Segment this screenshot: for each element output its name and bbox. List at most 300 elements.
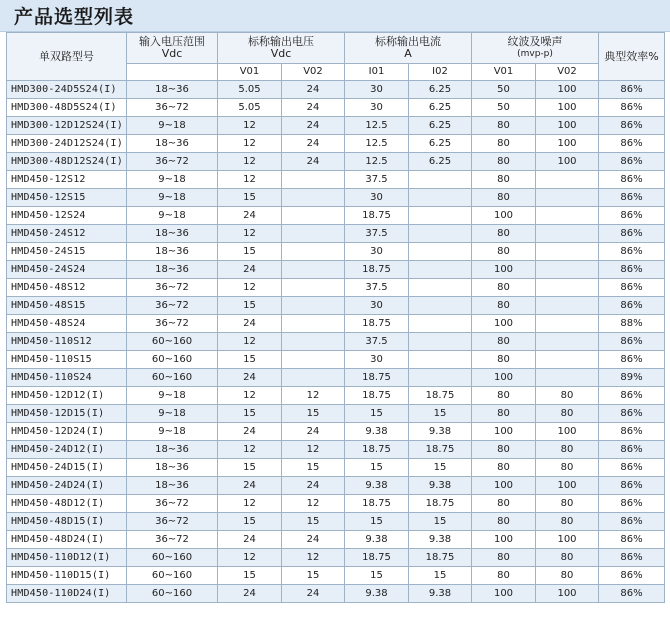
cell-ripple-v02: 80 <box>536 441 599 459</box>
cell-efficiency: 86% <box>599 441 665 459</box>
cell-v01: 24 <box>218 423 282 441</box>
header-model: 单双路型号 <box>7 33 127 81</box>
cell-efficiency: 86% <box>599 585 665 603</box>
cell-v01: 12 <box>218 279 282 297</box>
cell-ripple-v02: 100 <box>536 81 599 99</box>
cell-v01: 12 <box>218 153 282 171</box>
cell-v01: 24 <box>218 477 282 495</box>
cell-i01: 18.75 <box>345 369 409 387</box>
cell-efficiency: 86% <box>599 513 665 531</box>
cell-input-range: 36~72 <box>127 99 218 117</box>
cell-efficiency: 89% <box>599 369 665 387</box>
cell-i02 <box>409 243 472 261</box>
cell-efficiency: 86% <box>599 189 665 207</box>
cell-ripple-v02: 100 <box>536 585 599 603</box>
cell-i01: 18.75 <box>345 387 409 405</box>
cell-v02: 15 <box>282 459 345 477</box>
table-row <box>7 117 665 135</box>
cell-ripple-v02: 80 <box>536 495 599 513</box>
cell-i01: 12.5 <box>345 117 409 135</box>
cell-input-range: 9~18 <box>127 117 218 135</box>
table-row <box>7 495 665 513</box>
cell-v02: 24 <box>282 135 345 153</box>
page-title: 产品选型列表 <box>14 6 135 28</box>
cell-i02: 6.25 <box>409 81 472 99</box>
cell-ripple-v02 <box>536 279 599 297</box>
header-v01: V01 <box>218 64 282 81</box>
cell-v01: 15 <box>218 459 282 477</box>
cell-ripple-v02 <box>536 261 599 279</box>
cell-model: HMD450-24D12(I) <box>7 441 127 459</box>
cell-i02: 6.25 <box>409 99 472 117</box>
cell-input-range: 60~160 <box>127 549 218 567</box>
cell-v01: 24 <box>218 261 282 279</box>
cell-ripple-v01: 80 <box>472 135 536 153</box>
cell-ripple-v02: 80 <box>536 513 599 531</box>
cell-model: HMD450-12S24 <box>7 207 127 225</box>
header-input-range-unit: Vdc <box>161 47 183 60</box>
cell-i01: 30 <box>345 81 409 99</box>
cell-v02 <box>282 279 345 297</box>
cell-model: HMD450-24D15(I) <box>7 459 127 477</box>
cell-model: HMD450-110D15(I) <box>7 567 127 585</box>
cell-efficiency: 86% <box>599 477 665 495</box>
cell-efficiency: 86% <box>599 567 665 585</box>
cell-ripple-v01: 80 <box>472 243 536 261</box>
cell-efficiency: 86% <box>599 531 665 549</box>
table-row <box>7 333 665 351</box>
cell-efficiency: 86% <box>599 135 665 153</box>
cell-efficiency: 86% <box>599 387 665 405</box>
cell-ripple-v01: 100 <box>472 477 536 495</box>
cell-efficiency: 86% <box>599 117 665 135</box>
cell-model: HMD450-110S24 <box>7 369 127 387</box>
cell-ripple-v02 <box>536 171 599 189</box>
table-row <box>7 585 665 603</box>
cell-v02: 12 <box>282 387 345 405</box>
cell-ripple-v02: 100 <box>536 135 599 153</box>
cell-i02: 9.38 <box>409 531 472 549</box>
cell-v01: 15 <box>218 351 282 369</box>
cell-efficiency: 86% <box>599 459 665 477</box>
cell-input-range: 9~18 <box>127 423 218 441</box>
cell-ripple-v01: 80 <box>472 333 536 351</box>
cell-model: HMD450-48S15 <box>7 297 127 315</box>
cell-i02 <box>409 225 472 243</box>
cell-input-range: 18~36 <box>127 81 218 99</box>
cell-v02 <box>282 369 345 387</box>
cell-i01: 9.38 <box>345 423 409 441</box>
cell-input-range: 60~160 <box>127 351 218 369</box>
cell-v01: 12 <box>218 117 282 135</box>
cell-ripple-v02: 100 <box>536 477 599 495</box>
cell-ripple-v02 <box>536 243 599 261</box>
cell-model: HMD450-12D15(I) <box>7 405 127 423</box>
cell-i01: 37.5 <box>345 171 409 189</box>
cell-i01: 30 <box>345 243 409 261</box>
cell-i01: 18.75 <box>345 549 409 567</box>
cell-ripple-v02 <box>536 315 599 333</box>
cell-ripple-v01: 50 <box>472 99 536 117</box>
cell-i02: 15 <box>409 405 472 423</box>
cell-input-range: 9~18 <box>127 171 218 189</box>
cell-v02: 24 <box>282 117 345 135</box>
table-row <box>7 387 665 405</box>
cell-v01: 15 <box>218 243 282 261</box>
cell-i02 <box>409 279 472 297</box>
cell-model: HMD450-24S15 <box>7 243 127 261</box>
cell-i01: 18.75 <box>345 261 409 279</box>
cell-i02: 15 <box>409 459 472 477</box>
cell-ripple-v02: 100 <box>536 153 599 171</box>
cell-efficiency: 86% <box>599 297 665 315</box>
cell-ripple-v02: 100 <box>536 531 599 549</box>
cell-v01: 12 <box>218 171 282 189</box>
cell-i02: 6.25 <box>409 117 472 135</box>
cell-i02: 15 <box>409 513 472 531</box>
cell-ripple-v01: 80 <box>472 567 536 585</box>
cell-ripple-v02 <box>536 189 599 207</box>
cell-model: HMD450-110D12(I) <box>7 549 127 567</box>
cell-model: HMD450-12S15 <box>7 189 127 207</box>
cell-input-range: 36~72 <box>127 297 218 315</box>
header-output-voltage <box>218 33 345 64</box>
cell-input-range: 18~36 <box>127 459 218 477</box>
cell-i02: 18.75 <box>409 495 472 513</box>
cell-i01: 9.38 <box>345 531 409 549</box>
cell-i02: 18.75 <box>409 549 472 567</box>
header-input-range <box>127 33 218 64</box>
cell-v02 <box>282 189 345 207</box>
cell-i02: 9.38 <box>409 477 472 495</box>
table-row <box>7 189 665 207</box>
cell-model: HMD300-12D12S24(I) <box>7 117 127 135</box>
cell-ripple-v01: 100 <box>472 207 536 225</box>
cell-efficiency: 86% <box>599 351 665 369</box>
cell-input-range: 9~18 <box>127 189 218 207</box>
cell-v02: 24 <box>282 423 345 441</box>
cell-v01: 15 <box>218 189 282 207</box>
cell-v02 <box>282 207 345 225</box>
table-row <box>7 315 665 333</box>
cell-v02: 15 <box>282 513 345 531</box>
cell-ripple-v01: 100 <box>472 423 536 441</box>
cell-ripple-v02 <box>536 369 599 387</box>
cell-ripple-v01: 80 <box>472 513 536 531</box>
cell-input-range: 36~72 <box>127 513 218 531</box>
cell-input-range: 60~160 <box>127 567 218 585</box>
cell-ripple-v01: 80 <box>472 153 536 171</box>
cell-model: HMD450-48D24(I) <box>7 531 127 549</box>
header-ripple <box>472 33 599 64</box>
cell-model: HMD450-110S12 <box>7 333 127 351</box>
cell-model: HMD450-48D12(I) <box>7 495 127 513</box>
cell-i01: 12.5 <box>345 153 409 171</box>
cell-ripple-v01: 80 <box>472 225 536 243</box>
cell-ripple-v02: 80 <box>536 549 599 567</box>
cell-ripple-v01: 100 <box>472 315 536 333</box>
cell-i01: 9.38 <box>345 477 409 495</box>
cell-efficiency: 86% <box>599 279 665 297</box>
table-row <box>7 243 665 261</box>
cell-ripple-v01: 80 <box>472 387 536 405</box>
cell-ripple-v01: 80 <box>472 351 536 369</box>
header-ripple-v02: V02 <box>536 64 599 81</box>
table-row <box>7 423 665 441</box>
cell-v01: 24 <box>218 585 282 603</box>
cell-v02 <box>282 171 345 189</box>
cell-i02: 15 <box>409 567 472 585</box>
cell-ripple-v01: 80 <box>472 495 536 513</box>
cell-model: HMD450-48S12 <box>7 279 127 297</box>
table-row <box>7 477 665 495</box>
cell-input-range: 18~36 <box>127 441 218 459</box>
cell-v02 <box>282 243 345 261</box>
cell-input-range: 60~160 <box>127 585 218 603</box>
cell-v02 <box>282 315 345 333</box>
cell-ripple-v02 <box>536 333 599 351</box>
cell-ripple-v01: 100 <box>472 531 536 549</box>
cell-v02: 12 <box>282 441 345 459</box>
cell-i02 <box>409 189 472 207</box>
cell-i01: 18.75 <box>345 441 409 459</box>
cell-model: HMD450-24D24(I) <box>7 477 127 495</box>
cell-i01: 12.5 <box>345 135 409 153</box>
table-row <box>7 351 665 369</box>
table-row <box>7 369 665 387</box>
cell-i01: 9.38 <box>345 585 409 603</box>
cell-input-range: 60~160 <box>127 369 218 387</box>
cell-efficiency: 86% <box>599 261 665 279</box>
cell-ripple-v02 <box>536 297 599 315</box>
cell-i02 <box>409 297 472 315</box>
cell-i01: 30 <box>345 351 409 369</box>
table-row <box>7 531 665 549</box>
cell-v02: 24 <box>282 531 345 549</box>
cell-input-range: 9~18 <box>127 405 218 423</box>
cell-efficiency: 88% <box>599 315 665 333</box>
header-input-range-label: 输入电压范围 <box>139 35 205 48</box>
table-row <box>7 99 665 117</box>
header-ripple-v01: V01 <box>472 64 536 81</box>
table-body <box>7 81 665 603</box>
cell-i01: 30 <box>345 189 409 207</box>
cell-model: HMD300-48D5S24(I) <box>7 99 127 117</box>
cell-efficiency: 86% <box>599 225 665 243</box>
cell-v02: 12 <box>282 549 345 567</box>
cell-v02: 24 <box>282 477 345 495</box>
cell-v02: 12 <box>282 495 345 513</box>
cell-v01: 5.05 <box>218 99 282 117</box>
cell-ripple-v02 <box>536 351 599 369</box>
cell-i01: 18.75 <box>345 495 409 513</box>
cell-v02: 24 <box>282 153 345 171</box>
cell-model: HMD450-48D15(I) <box>7 513 127 531</box>
cell-ripple-v02 <box>536 225 599 243</box>
table-row <box>7 261 665 279</box>
header-output-current-label: 标称输出电流 <box>375 35 441 48</box>
cell-efficiency: 86% <box>599 153 665 171</box>
cell-ripple-v01: 80 <box>472 441 536 459</box>
cell-i02 <box>409 315 472 333</box>
cell-i02: 18.75 <box>409 441 472 459</box>
cell-v01: 24 <box>218 315 282 333</box>
cell-i01: 18.75 <box>345 315 409 333</box>
cell-i01: 37.5 <box>345 225 409 243</box>
cell-input-range: 36~72 <box>127 279 218 297</box>
cell-v02 <box>282 261 345 279</box>
cell-ripple-v01: 100 <box>472 369 536 387</box>
cell-input-range: 18~36 <box>127 261 218 279</box>
cell-i01: 15 <box>345 459 409 477</box>
cell-ripple-v01: 100 <box>472 261 536 279</box>
product-table <box>6 32 665 603</box>
cell-v01: 12 <box>218 549 282 567</box>
cell-ripple-v01: 80 <box>472 405 536 423</box>
cell-i02: 9.38 <box>409 585 472 603</box>
cell-i02: 6.25 <box>409 135 472 153</box>
table-row <box>7 297 665 315</box>
cell-v02 <box>282 351 345 369</box>
cell-ripple-v02 <box>536 207 599 225</box>
cell-efficiency: 86% <box>599 333 665 351</box>
header-efficiency: 典型效率% <box>599 33 665 81</box>
cell-v01: 12 <box>218 135 282 153</box>
cell-v01: 5.05 <box>218 81 282 99</box>
cell-efficiency: 86% <box>599 81 665 99</box>
cell-efficiency: 86% <box>599 207 665 225</box>
cell-ripple-v01: 80 <box>472 297 536 315</box>
cell-efficiency: 86% <box>599 171 665 189</box>
cell-input-range: 36~72 <box>127 153 218 171</box>
cell-model: HMD450-48S24 <box>7 315 127 333</box>
cell-model: HMD450-24S24 <box>7 261 127 279</box>
cell-input-range: 9~18 <box>127 387 218 405</box>
cell-ripple-v01: 50 <box>472 81 536 99</box>
cell-v01: 12 <box>218 225 282 243</box>
cell-i01: 37.5 <box>345 279 409 297</box>
cell-efficiency: 86% <box>599 405 665 423</box>
cell-i02 <box>409 333 472 351</box>
cell-ripple-v01: 80 <box>472 459 536 477</box>
cell-ripple-v02: 100 <box>536 99 599 117</box>
table-row <box>7 279 665 297</box>
cell-efficiency: 86% <box>599 549 665 567</box>
cell-efficiency: 86% <box>599 495 665 513</box>
cell-ripple-v02: 80 <box>536 459 599 477</box>
cell-efficiency: 86% <box>599 423 665 441</box>
cell-ripple-v02: 80 <box>536 387 599 405</box>
cell-input-range: 9~18 <box>127 207 218 225</box>
cell-i02 <box>409 207 472 225</box>
cell-model: HMD450-110S15 <box>7 351 127 369</box>
cell-input-range: 18~36 <box>127 135 218 153</box>
cell-efficiency: 86% <box>599 99 665 117</box>
cell-i01: 15 <box>345 513 409 531</box>
cell-v01: 12 <box>218 441 282 459</box>
cell-i01: 15 <box>345 567 409 585</box>
table-row <box>7 171 665 189</box>
cell-i02 <box>409 171 472 189</box>
header-output-voltage-label: 标称输出电压 <box>248 35 314 48</box>
cell-model: HMD300-24D5S24(I) <box>7 81 127 99</box>
cell-v01: 15 <box>218 297 282 315</box>
cell-i01: 30 <box>345 99 409 117</box>
cell-input-range: 36~72 <box>127 531 218 549</box>
cell-model: HMD450-110D24(I) <box>7 585 127 603</box>
table-row <box>7 81 665 99</box>
cell-input-range: 18~36 <box>127 225 218 243</box>
cell-v02: 15 <box>282 567 345 585</box>
cell-v02: 24 <box>282 81 345 99</box>
cell-ripple-v01: 80 <box>472 171 536 189</box>
cell-v01: 15 <box>218 405 282 423</box>
table-row <box>7 405 665 423</box>
cell-ripple-v02: 100 <box>536 117 599 135</box>
cell-i02 <box>409 351 472 369</box>
table-row <box>7 459 665 477</box>
cell-i01: 18.75 <box>345 207 409 225</box>
cell-input-range: 36~72 <box>127 315 218 333</box>
cell-v01: 12 <box>218 333 282 351</box>
cell-model: HMD300-48D12S24(I) <box>7 153 127 171</box>
cell-i02: 9.38 <box>409 423 472 441</box>
cell-efficiency: 86% <box>599 243 665 261</box>
cell-v02: 24 <box>282 585 345 603</box>
table-row <box>7 513 665 531</box>
cell-model: HMD300-24D12S24(I) <box>7 135 127 153</box>
cell-v02: 24 <box>282 99 345 117</box>
cell-v02 <box>282 297 345 315</box>
cell-i02 <box>409 369 472 387</box>
cell-v02 <box>282 333 345 351</box>
cell-model: HMD450-12D24(I) <box>7 423 127 441</box>
cell-i01: 15 <box>345 405 409 423</box>
cell-model: HMD450-12D12(I) <box>7 387 127 405</box>
cell-i02: 18.75 <box>409 387 472 405</box>
cell-i02: 6.25 <box>409 153 472 171</box>
header-input-blank <box>127 64 218 81</box>
table-row <box>7 549 665 567</box>
cell-v02: 15 <box>282 405 345 423</box>
table-row <box>7 135 665 153</box>
table-row <box>7 441 665 459</box>
cell-ripple-v01: 100 <box>472 585 536 603</box>
cell-ripple-v02: 80 <box>536 567 599 585</box>
cell-ripple-v01: 80 <box>472 279 536 297</box>
header-v02: V02 <box>282 64 345 81</box>
cell-i01: 37.5 <box>345 333 409 351</box>
title-bar <box>0 0 670 32</box>
table-row <box>7 207 665 225</box>
table-row <box>7 225 665 243</box>
cell-model: HMD450-12S12 <box>7 171 127 189</box>
cell-v01: 15 <box>218 567 282 585</box>
cell-ripple-v02: 80 <box>536 405 599 423</box>
cell-input-range: 36~72 <box>127 495 218 513</box>
cell-i01: 30 <box>345 297 409 315</box>
header-output-current-unit: A <box>404 47 412 60</box>
header-output-current <box>345 33 472 64</box>
table-row <box>7 567 665 585</box>
cell-input-range: 18~36 <box>127 243 218 261</box>
cell-model: HMD450-24S12 <box>7 225 127 243</box>
cell-input-range: 18~36 <box>127 477 218 495</box>
header-ripple-label: 纹波及噪声 <box>507 35 563 48</box>
cell-ripple-v02: 100 <box>536 423 599 441</box>
table-row <box>7 153 665 171</box>
cell-v01: 24 <box>218 531 282 549</box>
